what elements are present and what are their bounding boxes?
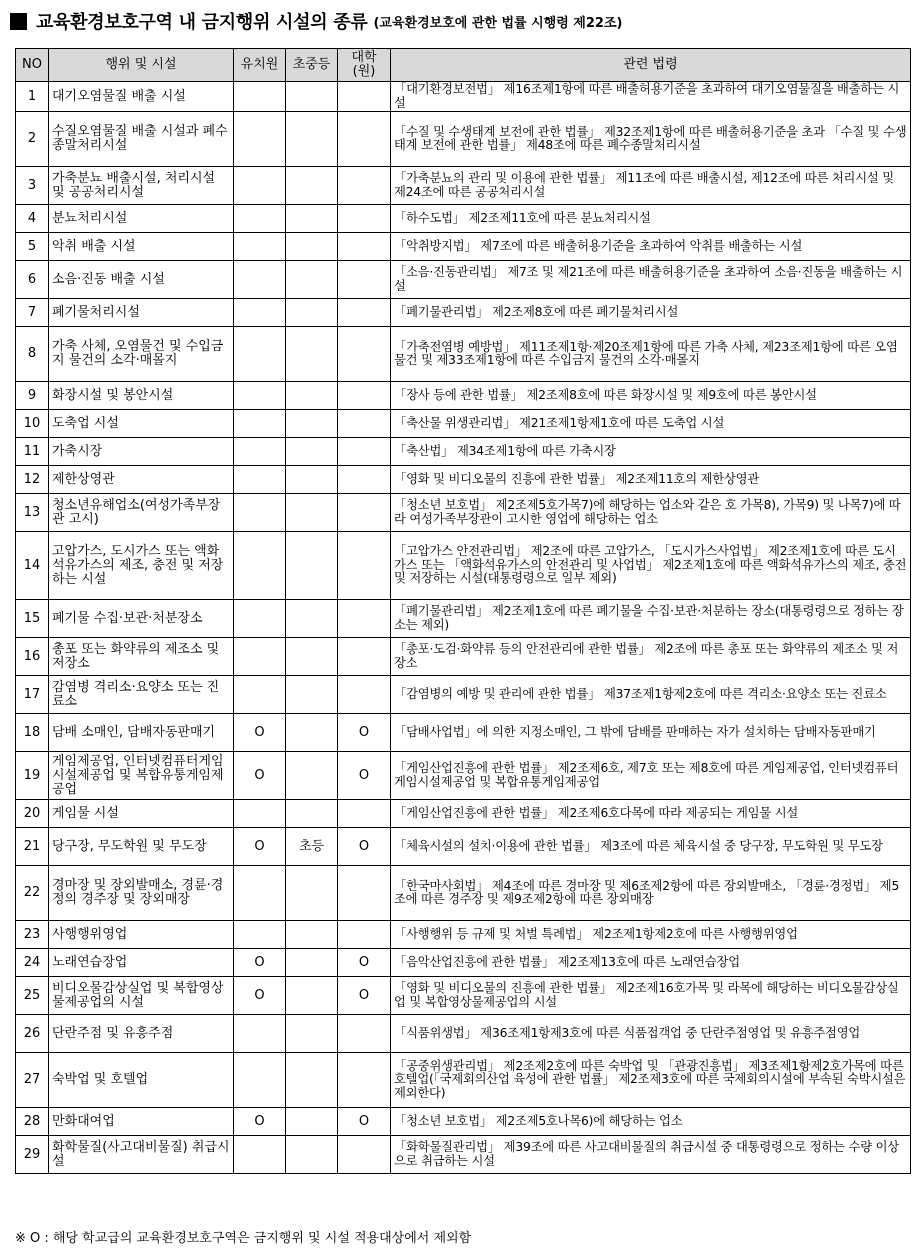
row-law: 「담배사업법」에 의한 지정소매인, 그 밖에 담배를 판매하는 자가 설치하는 담배자동판매기 [391, 714, 911, 752]
row-kinder-mark [234, 600, 286, 638]
row-no: 17 [16, 676, 49, 714]
row-kinder-mark [234, 866, 286, 921]
table-row [16, 327, 911, 382]
row-kinder-mark [234, 327, 286, 382]
row-elem-mark [286, 466, 338, 494]
row-kinder-mark [234, 299, 286, 327]
row-univ-mark [338, 676, 391, 714]
row-univ-mark [338, 112, 391, 167]
table-row [16, 112, 911, 167]
row-law: 「고압가스 안전관리법」 제2조에 따른 고압가스, 「도시가스사업법」 제2조제1호에 따른 도시가스 또는 「액화석유가스의 안전관리 및 사업법」 제2조제1호에 따른 액화석유가스의 제조, 충전 및 저장하는 시설(대통령령으로 일부 제외) [391, 532, 911, 600]
row-law: 「축산물 위생관리법」 제21조제1항제1호에 따른 도축업 시설 [391, 410, 911, 438]
row-elem-mark [286, 167, 338, 205]
table-row [16, 800, 911, 828]
row-univ-mark [338, 438, 391, 466]
row-no: 21 [16, 828, 49, 866]
row-act: 비디오물감상실업 및 복합영상물제공업의 시설 [49, 977, 234, 1015]
row-no: 28 [16, 1108, 49, 1136]
row-univ-mark [338, 299, 391, 327]
row-act: 제한상영관 [49, 466, 234, 494]
row-elem-mark [286, 949, 338, 977]
row-elem-mark [286, 532, 338, 600]
row-act: 노래연습장업 [49, 949, 234, 977]
row-univ-mark [338, 866, 391, 921]
row-elem-mark [286, 494, 338, 532]
row-act: 감염병 격리소·요양소 또는 진료소 [49, 676, 234, 714]
row-law: 「음악산업진흥에 관한 법률」 제2조제13호에 따른 노래연습장업 [391, 949, 911, 977]
row-elem-mark [286, 82, 338, 112]
row-law: 「장사 등에 관한 법률」 제2조제8호에 따른 화장시설 및 제9호에 따른 봉안시설 [391, 382, 911, 410]
table-row [16, 382, 911, 410]
row-act: 분뇨처리시설 [49, 205, 234, 233]
prohibited-facilities-table [15, 48, 911, 1174]
row-law: 「공중위생관리법」 제2조제2호에 따른 숙박업 및 「관광진흥법」 제3조제1항제2호가목에 따른 호텔업(「국제회의산업 육성에 관한 법률」 제2조제3호에 따른 국제회의시설에 부속된 숙박시설은 제외한다) [391, 1053, 911, 1108]
row-kinder-mark: O [234, 752, 286, 800]
row-elem-mark [286, 752, 338, 800]
footnote: ※ O : 해당 학교급의 교육환경보호구역은 금지행위 및 시설 적용대상에서 제외함 [15, 1231, 472, 1246]
row-kinder-mark [234, 800, 286, 828]
row-act: 만화대여업 [49, 1108, 234, 1136]
row-law: 「폐기물관리법」 제2조제8호에 따른 폐기물처리시설 [391, 299, 911, 327]
row-law: 「사행행위 등 규제 및 처벌 특례법」 제2조제1항제2호에 따른 사행행위영업 [391, 921, 911, 949]
row-univ-mark [338, 600, 391, 638]
row-elem-mark [286, 112, 338, 167]
row-elem-mark [286, 600, 338, 638]
header-no: NO [16, 49, 49, 82]
row-elem-mark [286, 261, 338, 299]
row-act: 악취 배출 시설 [49, 233, 234, 261]
row-no: 8 [16, 327, 49, 382]
row-act: 수질오염물질 배출 시설과 폐수종말처리시설 [49, 112, 234, 167]
row-no: 3 [16, 167, 49, 205]
page-title [10, 8, 910, 34]
row-kinder-mark [234, 921, 286, 949]
row-univ-mark [338, 800, 391, 828]
row-act: 가축 사체, 오염물건 및 수입금지 물건의 소각·매몰지 [49, 327, 234, 382]
row-act: 가축시장 [49, 438, 234, 466]
header-act: 행위 및 시설 [49, 49, 234, 82]
table-row [16, 299, 911, 327]
row-law: 「영화 및 비디오물의 진흥에 관한 법률」 제2조제16호가목 및 라목에 해당하는 비디오물감상실업 및 복합영상물제공업의 시설 [391, 977, 911, 1015]
header-univ: 대학(원) [338, 49, 391, 82]
row-elem-mark: 초등 [286, 828, 338, 866]
row-elem-mark [286, 1108, 338, 1136]
row-no: 29 [16, 1136, 49, 1174]
row-no: 10 [16, 410, 49, 438]
row-law: 「가축분뇨의 관리 및 이용에 관한 법률」 제11조에 따른 배출시설, 제12조에 따른 처리시설 및 제24조에 따른 공공처리시설 [391, 167, 911, 205]
table-row [16, 261, 911, 299]
row-elem-mark [286, 714, 338, 752]
row-univ-mark [338, 532, 391, 600]
row-act: 당구장, 무도학원 및 무도장 [49, 828, 234, 866]
row-act: 사행행위영업 [49, 921, 234, 949]
row-law: 「가축전염병 예방법」 제11조제1항·제20조제1항에 따른 가축 사체, 제23조제1항에 따른 오염물건 및 제33조제1항에 따른 수입금지 물건의 소각·매몰지 [391, 327, 911, 382]
row-kinder-mark: O [234, 949, 286, 977]
table-row [16, 494, 911, 532]
row-act: 폐기물처리시설 [49, 299, 234, 327]
row-law: 「축산법」 제34조제1항에 따른 가축시장 [391, 438, 911, 466]
row-univ-mark [338, 410, 391, 438]
row-univ-mark: O [338, 828, 391, 866]
row-law: 「악취방지법」 제7조에 따른 배출허용기준을 초과하여 악취를 배출하는 시설 [391, 233, 911, 261]
row-univ-mark: O [338, 977, 391, 1015]
table-row [16, 410, 911, 438]
row-univ-mark [338, 382, 391, 410]
row-law: 「청소년 보호법」 제2조제5호가목7)에 해당하는 업소와 같은 호 가목8), 가목9) 및 나목7)에 따라 여성가족부장관이 고시한 영업에 해당하는 업소 [391, 494, 911, 532]
row-kinder-mark [234, 382, 286, 410]
row-no: 9 [16, 382, 49, 410]
row-no: 12 [16, 466, 49, 494]
table-row [16, 638, 911, 676]
row-elem-mark [286, 438, 338, 466]
row-univ-mark [338, 638, 391, 676]
row-elem-mark [286, 1136, 338, 1174]
row-kinder-mark [234, 438, 286, 466]
row-no: 16 [16, 638, 49, 676]
row-act: 소음·진동 배출 시설 [49, 261, 234, 299]
table-row [16, 1108, 911, 1136]
row-kinder-mark [234, 1136, 286, 1174]
row-univ-mark [338, 82, 391, 112]
row-kinder-mark [234, 1015, 286, 1053]
row-univ-mark [338, 233, 391, 261]
row-act: 게임제공업, 인터넷컴퓨터게임시설제공업 및 복합유통게임제공업 [49, 752, 234, 800]
row-act: 경마장 및 장외발매소, 경륜·경정의 경주장 및 장외매장 [49, 866, 234, 921]
row-kinder-mark [234, 1053, 286, 1108]
row-act: 단란주점 및 유흥주점 [49, 1015, 234, 1053]
row-no: 18 [16, 714, 49, 752]
table-row [16, 977, 911, 1015]
row-law: 「화학물질관리법」 제39조에 따른 사고대비물질의 취급시설 중 대통령령으로 정하는 수량 이상으로 취급하는 시설 [391, 1136, 911, 1174]
row-law: 「감염병의 예방 및 관리에 관한 법률」 제37조제1항제2호에 따른 격리소·요양소 또는 진료소 [391, 676, 911, 714]
row-no: 27 [16, 1053, 49, 1108]
row-act: 청소년유해업소(여성가족부장관 고시) [49, 494, 234, 532]
table-row [16, 82, 911, 112]
table-row [16, 752, 911, 800]
table-row [16, 866, 911, 921]
table-row [16, 205, 911, 233]
row-no: 11 [16, 438, 49, 466]
table-row [16, 167, 911, 205]
row-law: 「대기환경보전법」 제16조제1항에 따른 배출허용기준을 초과하여 대기오염물질을 배출하는 시설 [391, 82, 911, 112]
row-elem-mark [286, 299, 338, 327]
table-row [16, 828, 911, 866]
row-no: 2 [16, 112, 49, 167]
row-elem-mark [286, 638, 338, 676]
row-elem-mark [286, 327, 338, 382]
row-act: 고압가스, 도시가스 또는 액화석유가스의 제조, 충전 및 저장하는 시설 [49, 532, 234, 600]
row-law: 「소음·진동관리법」 제7조 및 제21조에 따른 배출허용기준을 초과하여 소음·진동을 배출하는 시설 [391, 261, 911, 299]
header-elem: 초중등 [286, 49, 338, 82]
row-kinder-mark [234, 410, 286, 438]
row-act: 도축업 시설 [49, 410, 234, 438]
row-kinder-mark [234, 167, 286, 205]
row-act: 폐기물 수집·보관·처분장소 [49, 600, 234, 638]
row-no: 19 [16, 752, 49, 800]
black-square-icon [10, 13, 27, 30]
row-univ-mark [338, 921, 391, 949]
table-row [16, 438, 911, 466]
row-elem-mark [286, 1015, 338, 1053]
row-no: 7 [16, 299, 49, 327]
row-kinder-mark [234, 205, 286, 233]
row-no: 24 [16, 949, 49, 977]
row-kinder-mark: O [234, 714, 286, 752]
row-act: 숙박업 및 호텔업 [49, 1053, 234, 1108]
row-elem-mark [286, 676, 338, 714]
table-row [16, 1136, 911, 1174]
table-row [16, 921, 911, 949]
row-no: 13 [16, 494, 49, 532]
row-elem-mark [286, 410, 338, 438]
row-kinder-mark [234, 82, 286, 112]
row-kinder-mark [234, 466, 286, 494]
row-kinder-mark [234, 676, 286, 714]
row-kinder-mark [234, 532, 286, 600]
row-no: 20 [16, 800, 49, 828]
row-univ-mark [338, 1053, 391, 1108]
row-no: 25 [16, 977, 49, 1015]
table-row [16, 1053, 911, 1108]
table-row [16, 233, 911, 261]
row-no: 1 [16, 82, 49, 112]
row-act: 담배 소매인, 담배자동판매기 [49, 714, 234, 752]
row-kinder-mark: O [234, 828, 286, 866]
table-row [16, 714, 911, 752]
row-act: 화장시설 및 봉안시설 [49, 382, 234, 410]
row-no: 6 [16, 261, 49, 299]
row-elem-mark [286, 1053, 338, 1108]
row-univ-mark [338, 205, 391, 233]
row-elem-mark [286, 921, 338, 949]
row-act: 대기오염물질 배출 시설 [49, 82, 234, 112]
row-univ-mark: O [338, 714, 391, 752]
row-no: 15 [16, 600, 49, 638]
row-univ-mark: O [338, 752, 391, 800]
header-kinder: 유치원 [234, 49, 286, 82]
row-no: 26 [16, 1015, 49, 1053]
row-univ-mark [338, 167, 391, 205]
title-sub: (교육환경보호에 관한 법률 시행령 제22조) [373, 15, 623, 31]
row-law: 「영화 및 비디오물의 진흥에 관한 법률」 제2조제11호의 제한상영관 [391, 466, 911, 494]
row-no: 23 [16, 921, 49, 949]
row-kinder-mark: O [234, 1108, 286, 1136]
row-act: 총포 또는 화약류의 제조소 및 저장소 [49, 638, 234, 676]
row-elem-mark [286, 233, 338, 261]
table-row [16, 466, 911, 494]
row-law: 「총포·도검·화약류 등의 안전관리에 관한 법률」 제2조에 따른 총포 또는 화약류의 제조소 및 저장소 [391, 638, 911, 676]
header-row [16, 49, 911, 82]
row-law: 「청소년 보호법」 제2조제5호나목6)에 해당하는 업소 [391, 1108, 911, 1136]
row-univ-mark [338, 1136, 391, 1174]
row-elem-mark [286, 382, 338, 410]
row-elem-mark [286, 800, 338, 828]
row-law: 「게임산업진흥에 관한 법률」 제2조제6호다목에 따라 제공되는 게임물 시설 [391, 800, 911, 828]
row-kinder-mark [234, 638, 286, 676]
table-row [16, 1015, 911, 1053]
header-law: 관련 법령 [391, 49, 911, 82]
row-univ-mark: O [338, 1108, 391, 1136]
row-law: 「하수도법」 제2조제11호에 따른 분뇨처리시설 [391, 205, 911, 233]
row-kinder-mark [234, 233, 286, 261]
table-row [16, 532, 911, 600]
row-law: 「폐기물관리법」 제2조제1호에 따른 폐기물을 수집·보관·처분하는 장소(대통령령으로 정하는 장소는 제외) [391, 600, 911, 638]
row-law: 「게임산업진흥에 관한 법률」 제2조제6호, 제7호 또는 제8호에 따른 게임제공업, 인터넷컴퓨터게임시설제공업 및 복합유통게임제공업 [391, 752, 911, 800]
row-no: 5 [16, 233, 49, 261]
row-univ-mark [338, 466, 391, 494]
table-row [16, 676, 911, 714]
row-act: 가축분뇨 배출시설, 처리시설 및 공공처리시설 [49, 167, 234, 205]
row-elem-mark [286, 977, 338, 1015]
row-law: 「수질 및 수생태계 보전에 관한 법률」 제32조제1항에 따른 배출허용기준을 초과 「수질 및 수생태계 보전에 관한 법률」 제48조에 따른 폐수종말처리시설 [391, 112, 911, 167]
row-univ-mark [338, 494, 391, 532]
row-law: 「식품위생법」 제36조제1항제3호에 따른 식품접객업 중 단란주점영업 및 유흥주점영업 [391, 1015, 911, 1053]
row-act: 게임물 시설 [49, 800, 234, 828]
row-elem-mark [286, 866, 338, 921]
row-no: 22 [16, 866, 49, 921]
row-univ-mark [338, 261, 391, 299]
row-no: 4 [16, 205, 49, 233]
row-act: 화학물질(사고대비물질) 취급시설 [49, 1136, 234, 1174]
row-univ-mark [338, 327, 391, 382]
row-law: 「체육시설의 설치·이용에 관한 법률」 제3조에 따른 체육시설 중 당구장, 무도학원 및 무도장 [391, 828, 911, 866]
title-main: 교육환경보호구역 내 금지행위 시설의 종류 [36, 12, 368, 33]
row-univ-mark [338, 1015, 391, 1053]
row-kinder-mark: O [234, 977, 286, 1015]
row-kinder-mark [234, 494, 286, 532]
row-no: 14 [16, 532, 49, 600]
table-row [16, 949, 911, 977]
row-law: 「한국마사회법」 제4조에 따른 경마장 및 제6조제2항에 따른 장외발매소, 「경륜·경정법」 제5조에 따른 경주장 및 제9조제2항에 따른 장외매장 [391, 866, 911, 921]
table-row [16, 600, 911, 638]
row-kinder-mark [234, 112, 286, 167]
row-elem-mark [286, 205, 338, 233]
row-univ-mark: O [338, 949, 391, 977]
row-kinder-mark [234, 261, 286, 299]
